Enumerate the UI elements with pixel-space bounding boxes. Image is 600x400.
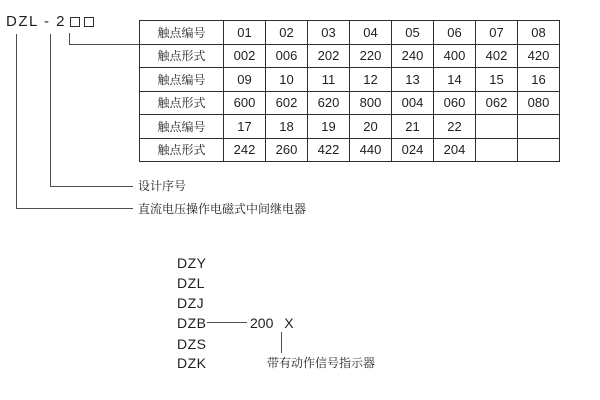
table-cell: 204 xyxy=(434,138,476,162)
row-label: 触点编号 xyxy=(140,115,224,139)
callout-relay-type: 直流电压操作电磁式中间继电器 xyxy=(138,202,307,216)
leader-line-design-serial-vertical xyxy=(50,34,51,186)
table-cell: 800 xyxy=(350,91,392,115)
table-cell: 14 xyxy=(434,68,476,92)
table-cell: 18 xyxy=(266,115,308,139)
table-cell: 08 xyxy=(518,21,560,45)
table-cell: 20 xyxy=(350,115,392,139)
table-cell: 004 xyxy=(392,91,434,115)
table-cell: 062 xyxy=(476,91,518,115)
table-cell: 01 xyxy=(224,21,266,45)
table-row xyxy=(140,138,560,162)
row-label: 触点编号 xyxy=(140,21,224,45)
table-cell: 10 xyxy=(266,68,308,92)
table-cell: 04 xyxy=(350,21,392,45)
table-cell: 024 xyxy=(392,138,434,162)
table-cell: 080 xyxy=(518,91,560,115)
series-item-dzl: DZL xyxy=(177,275,205,291)
table-cell: 240 xyxy=(392,44,434,68)
series-item-dzk: DZK xyxy=(177,355,207,371)
series-item-dzs: DZS xyxy=(177,336,207,352)
leader-line-relay-type-horizontal xyxy=(16,208,133,209)
table-cell: 13 xyxy=(392,68,434,92)
table-cell: 006 xyxy=(266,44,308,68)
table-cell: 09 xyxy=(224,68,266,92)
table-cell: 260 xyxy=(266,138,308,162)
leader-line-contact-code-horizontal xyxy=(69,44,139,45)
table-row xyxy=(140,115,560,139)
table-cell: 002 xyxy=(224,44,266,68)
table-row xyxy=(140,68,560,92)
series-item-dzj: DZJ xyxy=(177,295,205,311)
table-row xyxy=(140,91,560,115)
table-cell: 602 xyxy=(266,91,308,115)
table-cell: 440 xyxy=(350,138,392,162)
table-cell: 07 xyxy=(476,21,518,45)
table-cell: 05 xyxy=(392,21,434,45)
table-cell: 402 xyxy=(476,44,518,68)
table-cell: 06 xyxy=(434,21,476,45)
table-cell xyxy=(518,115,560,139)
series-item-dzb: DZB xyxy=(177,315,207,331)
indicator-leader-line xyxy=(281,332,282,353)
table-cell: 03 xyxy=(308,21,350,45)
row-label: 触点编号 xyxy=(140,68,224,92)
table-cell: 15 xyxy=(476,68,518,92)
dzb-example-value: 200 X xyxy=(250,315,294,331)
row-label: 触点形式 xyxy=(140,91,224,115)
table-cell: 22 xyxy=(434,115,476,139)
indicator-note: 带有动作信号指示器 xyxy=(267,356,376,370)
table-cell: 16 xyxy=(518,68,560,92)
table-cell: 17 xyxy=(224,115,266,139)
table-row xyxy=(140,21,560,45)
table-cell: 12 xyxy=(350,68,392,92)
table-cell: 400 xyxy=(434,44,476,68)
table-cell xyxy=(518,138,560,162)
table-cell: 202 xyxy=(308,44,350,68)
table-cell: 060 xyxy=(434,91,476,115)
table-cell: 220 xyxy=(350,44,392,68)
model-prefix: DZL - 2 xyxy=(6,13,66,30)
table-cell: 11 xyxy=(308,68,350,92)
table-cell: 600 xyxy=(224,91,266,115)
table-row xyxy=(140,44,560,68)
series-item-dzy: DZY xyxy=(177,255,207,271)
leader-line-relay-type-vertical xyxy=(16,34,17,208)
callout-design-serial: 设计序号 xyxy=(138,179,187,193)
table-cell: 21 xyxy=(392,115,434,139)
leader-line-design-serial-horizontal xyxy=(50,186,133,187)
table-cell: 19 xyxy=(308,115,350,139)
row-label: 触点形式 xyxy=(140,44,224,68)
contact-table xyxy=(139,20,560,162)
table-cell: 422 xyxy=(308,138,350,162)
model-placeholder-square-1 xyxy=(70,17,80,27)
table-cell xyxy=(476,115,518,139)
table-cell: 242 xyxy=(224,138,266,162)
row-label: 触点形式 xyxy=(140,138,224,162)
model-designation xyxy=(6,13,94,30)
table-cell: 420 xyxy=(518,44,560,68)
table-cell: 02 xyxy=(266,21,308,45)
model-placeholder-square-2 xyxy=(84,17,94,27)
dzb-dash-line xyxy=(207,322,247,323)
leader-line-contact-code-vertical xyxy=(69,33,70,44)
table-cell xyxy=(476,138,518,162)
table-cell: 620 xyxy=(308,91,350,115)
